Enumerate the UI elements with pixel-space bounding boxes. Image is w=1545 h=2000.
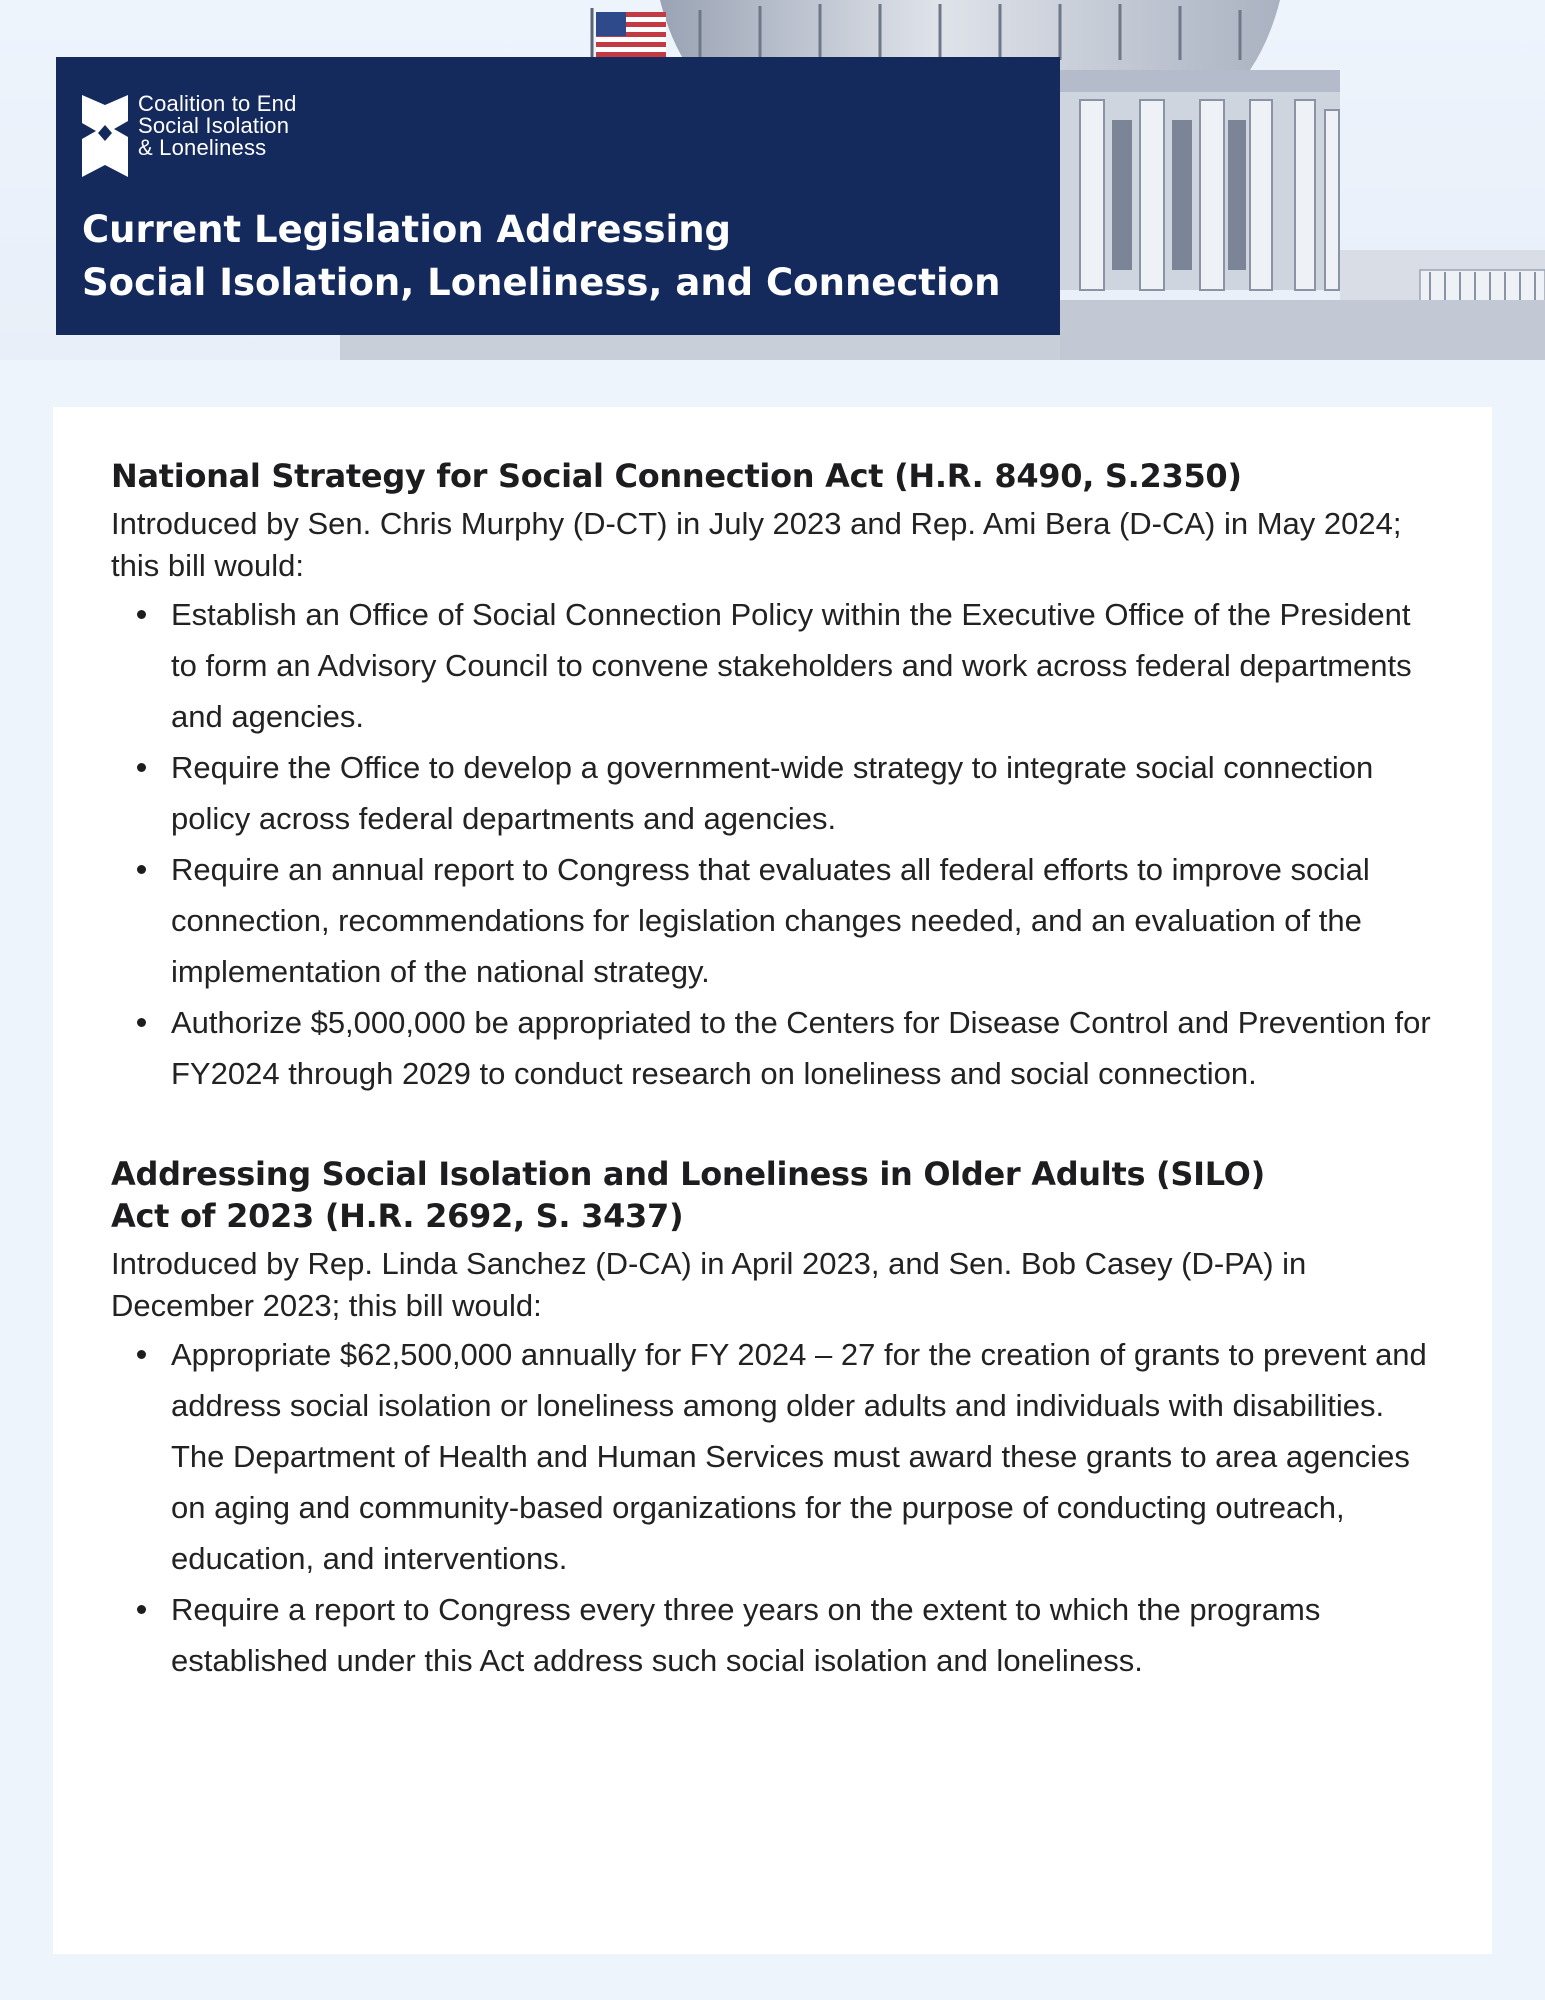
bill-title-line: National Strategy for Social Connection Act (H.R. 8490, S.2350)	[111, 457, 1242, 495]
page-title	[82, 203, 1060, 309]
provision-text: Appropriate $62,500,000 annually for FY 2024 – 27 for the creation of grants to prevent and address social isolation or loneliness among older adults and individuals with disabilities. The Department of Health and Human Services must award these grants to area agencies on aging and community-based organizations for the purpose of conducting outreach, education, and interventions.	[171, 1337, 1427, 1576]
bill-section-social-connection-act	[111, 455, 1434, 1099]
list-item	[111, 844, 1434, 997]
bullet-icon	[137, 1605, 146, 1614]
provision-text: Authorize $5,000,000 be appropriated to the Centers for Disease Control and Prevention for FY2024 through 2029 to conduct research on loneliness and social connection.	[171, 1005, 1431, 1091]
organization-name-line: & Loneliness	[138, 135, 267, 160]
bullet-icon	[137, 763, 146, 772]
organization-logo	[82, 93, 1060, 177]
provision-text: Require a report to Congress every three years on the extent to which the programs established under this Act address such social isolation and loneliness.	[171, 1592, 1321, 1678]
bullet-icon	[137, 1350, 146, 1359]
organization-name	[138, 93, 297, 159]
bill-section-silo-act	[111, 1153, 1434, 1686]
list-item	[111, 589, 1434, 742]
provision-text: Require an annual report to Congress that evaluates all federal efforts to improve social connection, recommendations for legislation changes needed, and an evaluation of the implementation of the national strategy.	[171, 852, 1370, 989]
bill-title-line: Act of 2023 (H.R. 2692, S. 3437)	[111, 1197, 684, 1235]
bill-title	[111, 455, 1434, 497]
provision-text: Establish an Office of Social Connection Policy within the Executive Office of the President to form an Advisory Council to convene stakeholders and work across federal departments and agencies.	[171, 597, 1412, 734]
coalition-logo-icon	[82, 95, 128, 177]
list-item	[111, 742, 1434, 844]
organization-name-line: Coalition to End	[138, 91, 297, 116]
provision-text: Require the Office to develop a government-wide strategy to integrate social connection policy across federal departments and agencies.	[171, 750, 1374, 836]
bill-title-line: Addressing Social Isolation and Loneliness in Older Adults (SILO)	[111, 1155, 1265, 1193]
page-title-line: Social Isolation, Loneliness, and Connection	[82, 261, 1001, 304]
bill-intro: Introduced by Rep. Linda Sanchez (D-CA) in April 2023, and Sen. Bob Casey (D-PA) in December 2023; this bill would:	[111, 1246, 1307, 1323]
bill-provisions-list	[111, 589, 1434, 1099]
bill-provisions-list	[111, 1329, 1434, 1686]
organization-name-line: Social Isolation	[138, 113, 290, 138]
header-banner	[56, 57, 1060, 335]
bill-intro: Introduced by Sen. Chris Murphy (D-CT) in July 2023 and Rep. Ami Bera (D-CA) in May 2024; this bill would:	[111, 506, 1402, 583]
bill-title	[111, 1153, 1434, 1237]
bullet-icon	[137, 610, 146, 619]
list-item	[111, 1584, 1434, 1686]
legislation-card	[53, 407, 1492, 1954]
list-item	[111, 997, 1434, 1099]
page-title-line: Current Legislation Addressing	[82, 208, 732, 251]
bullet-icon	[137, 1018, 146, 1027]
list-item	[111, 1329, 1434, 1584]
bullet-icon	[137, 865, 146, 874]
